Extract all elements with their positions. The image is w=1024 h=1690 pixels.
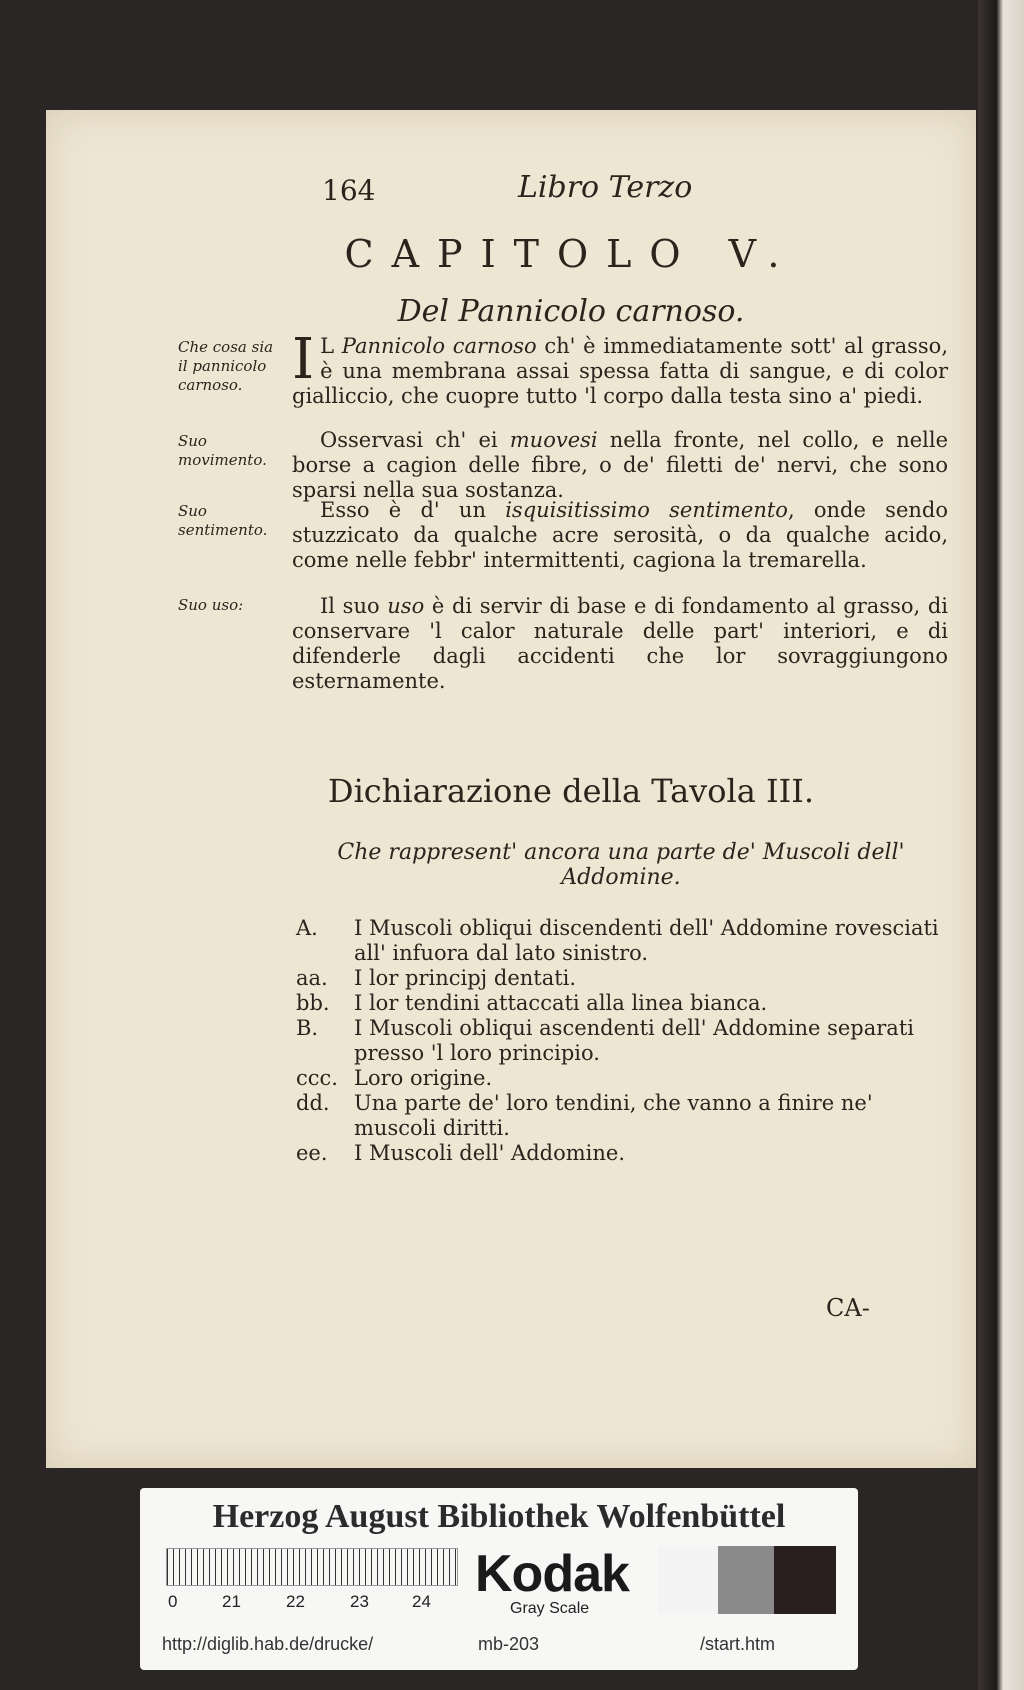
margin-note-sensation: Suo sentimento. xyxy=(178,502,268,539)
ruler-scale xyxy=(166,1548,458,1586)
kodak-logo: Kodak xyxy=(475,1545,629,1603)
legend-item: ee. I Muscoli dell' Addomine. xyxy=(296,1141,625,1165)
legend-item: bb. I lor tendini attaccati alla linea bianca. xyxy=(296,991,768,1015)
paragraph-4: Il suo uso è di servir di base e di fondamento al grasso, di conservare 'l calor naturale delle part' interiori, e di difenderle dagli accidenti che lor sovraggiungono esternamente. xyxy=(292,594,948,693)
page-number: 164 xyxy=(322,174,376,207)
paragraph-1: I L Pannicolo carnoso ch' è immediatamente sott' al grasso, è una membrana assai spessa fatta di sangue, e di color gialliccio, che cuopre tutto 'l corpo dalla testa sino a' piedi. xyxy=(292,327,949,408)
legend-item: dd. Una parte de' loro tendini, che vanno a finire ne' muscoli diritti. xyxy=(296,1091,873,1140)
catchword: CA- xyxy=(826,1294,870,1322)
legend-item: A. I Muscoli obliqui discendenti dell' Addomine rovesciati all' infuora dal lato sinistro. xyxy=(296,916,939,965)
legend-item: ccc. Loro origine. xyxy=(296,1066,493,1090)
shelfmark: mb-203 xyxy=(478,1634,540,1654)
chapter-title: CAPITOLO V. xyxy=(344,232,798,276)
running-head: Libro Terzo xyxy=(518,170,693,205)
margin-note-use: Suo uso: xyxy=(178,596,244,614)
plate-legend xyxy=(296,916,956,1166)
gray-scale-label: Gray Scale xyxy=(510,1600,590,1617)
page-header xyxy=(46,166,976,226)
gray-swatch-light xyxy=(658,1546,718,1614)
book-edge xyxy=(978,0,1024,1690)
url-left: http://diglib.hab.de/drucke/ xyxy=(162,1634,374,1654)
url-right: /start.htm xyxy=(700,1634,776,1654)
plate-subtitle: Che rappresent' ancora una parte de' Muscoli dell' Addomine. xyxy=(337,840,905,890)
library-name: Herzog August Bibliothek Wolfenbüttel xyxy=(212,1498,786,1535)
gray-swatch-mid xyxy=(718,1546,774,1614)
paragraph-3: Esso è d' un isquisitissimo sentimento, onde sendo stuzzicato da qualche acre serosità, o da qualche acido, come nelle febbr' intermittenti, cagiona la tremarella. xyxy=(292,498,948,572)
chapter-subtitle: Del Pannicolo carnoso. xyxy=(397,294,745,329)
paragraph-2: Osservasi ch' ei muovesi nella fronte, nel collo, e nelle borse a cagion delle fibre, o de' filetti de' nervi, che sono sparsi nella sua sostanza. xyxy=(292,428,949,502)
book-page xyxy=(46,110,976,1468)
legend-item: aa. I lor principj dentati. xyxy=(296,966,577,990)
margin-note-movement: Suo movimento. xyxy=(178,432,267,469)
gray-swatch-dark xyxy=(774,1546,836,1614)
plate-title: Dichiarazione della Tavola III. xyxy=(327,772,815,810)
legend-item: B. I Muscoli obliqui ascendenti dell' Addomine separati presso 'l loro principio. xyxy=(296,1016,914,1065)
margin-note-definition: Che cosa sia il pannicolo carnoso. xyxy=(178,338,274,394)
color-target-card: Herzog August Bibliothek Wolfenbüttel 0 21 22 23 24 Kodak Gray Scale http://diglib.hab.de/drucke/ mb-203 /start.htm xyxy=(140,1488,858,1670)
drop-cap: I xyxy=(292,327,315,392)
